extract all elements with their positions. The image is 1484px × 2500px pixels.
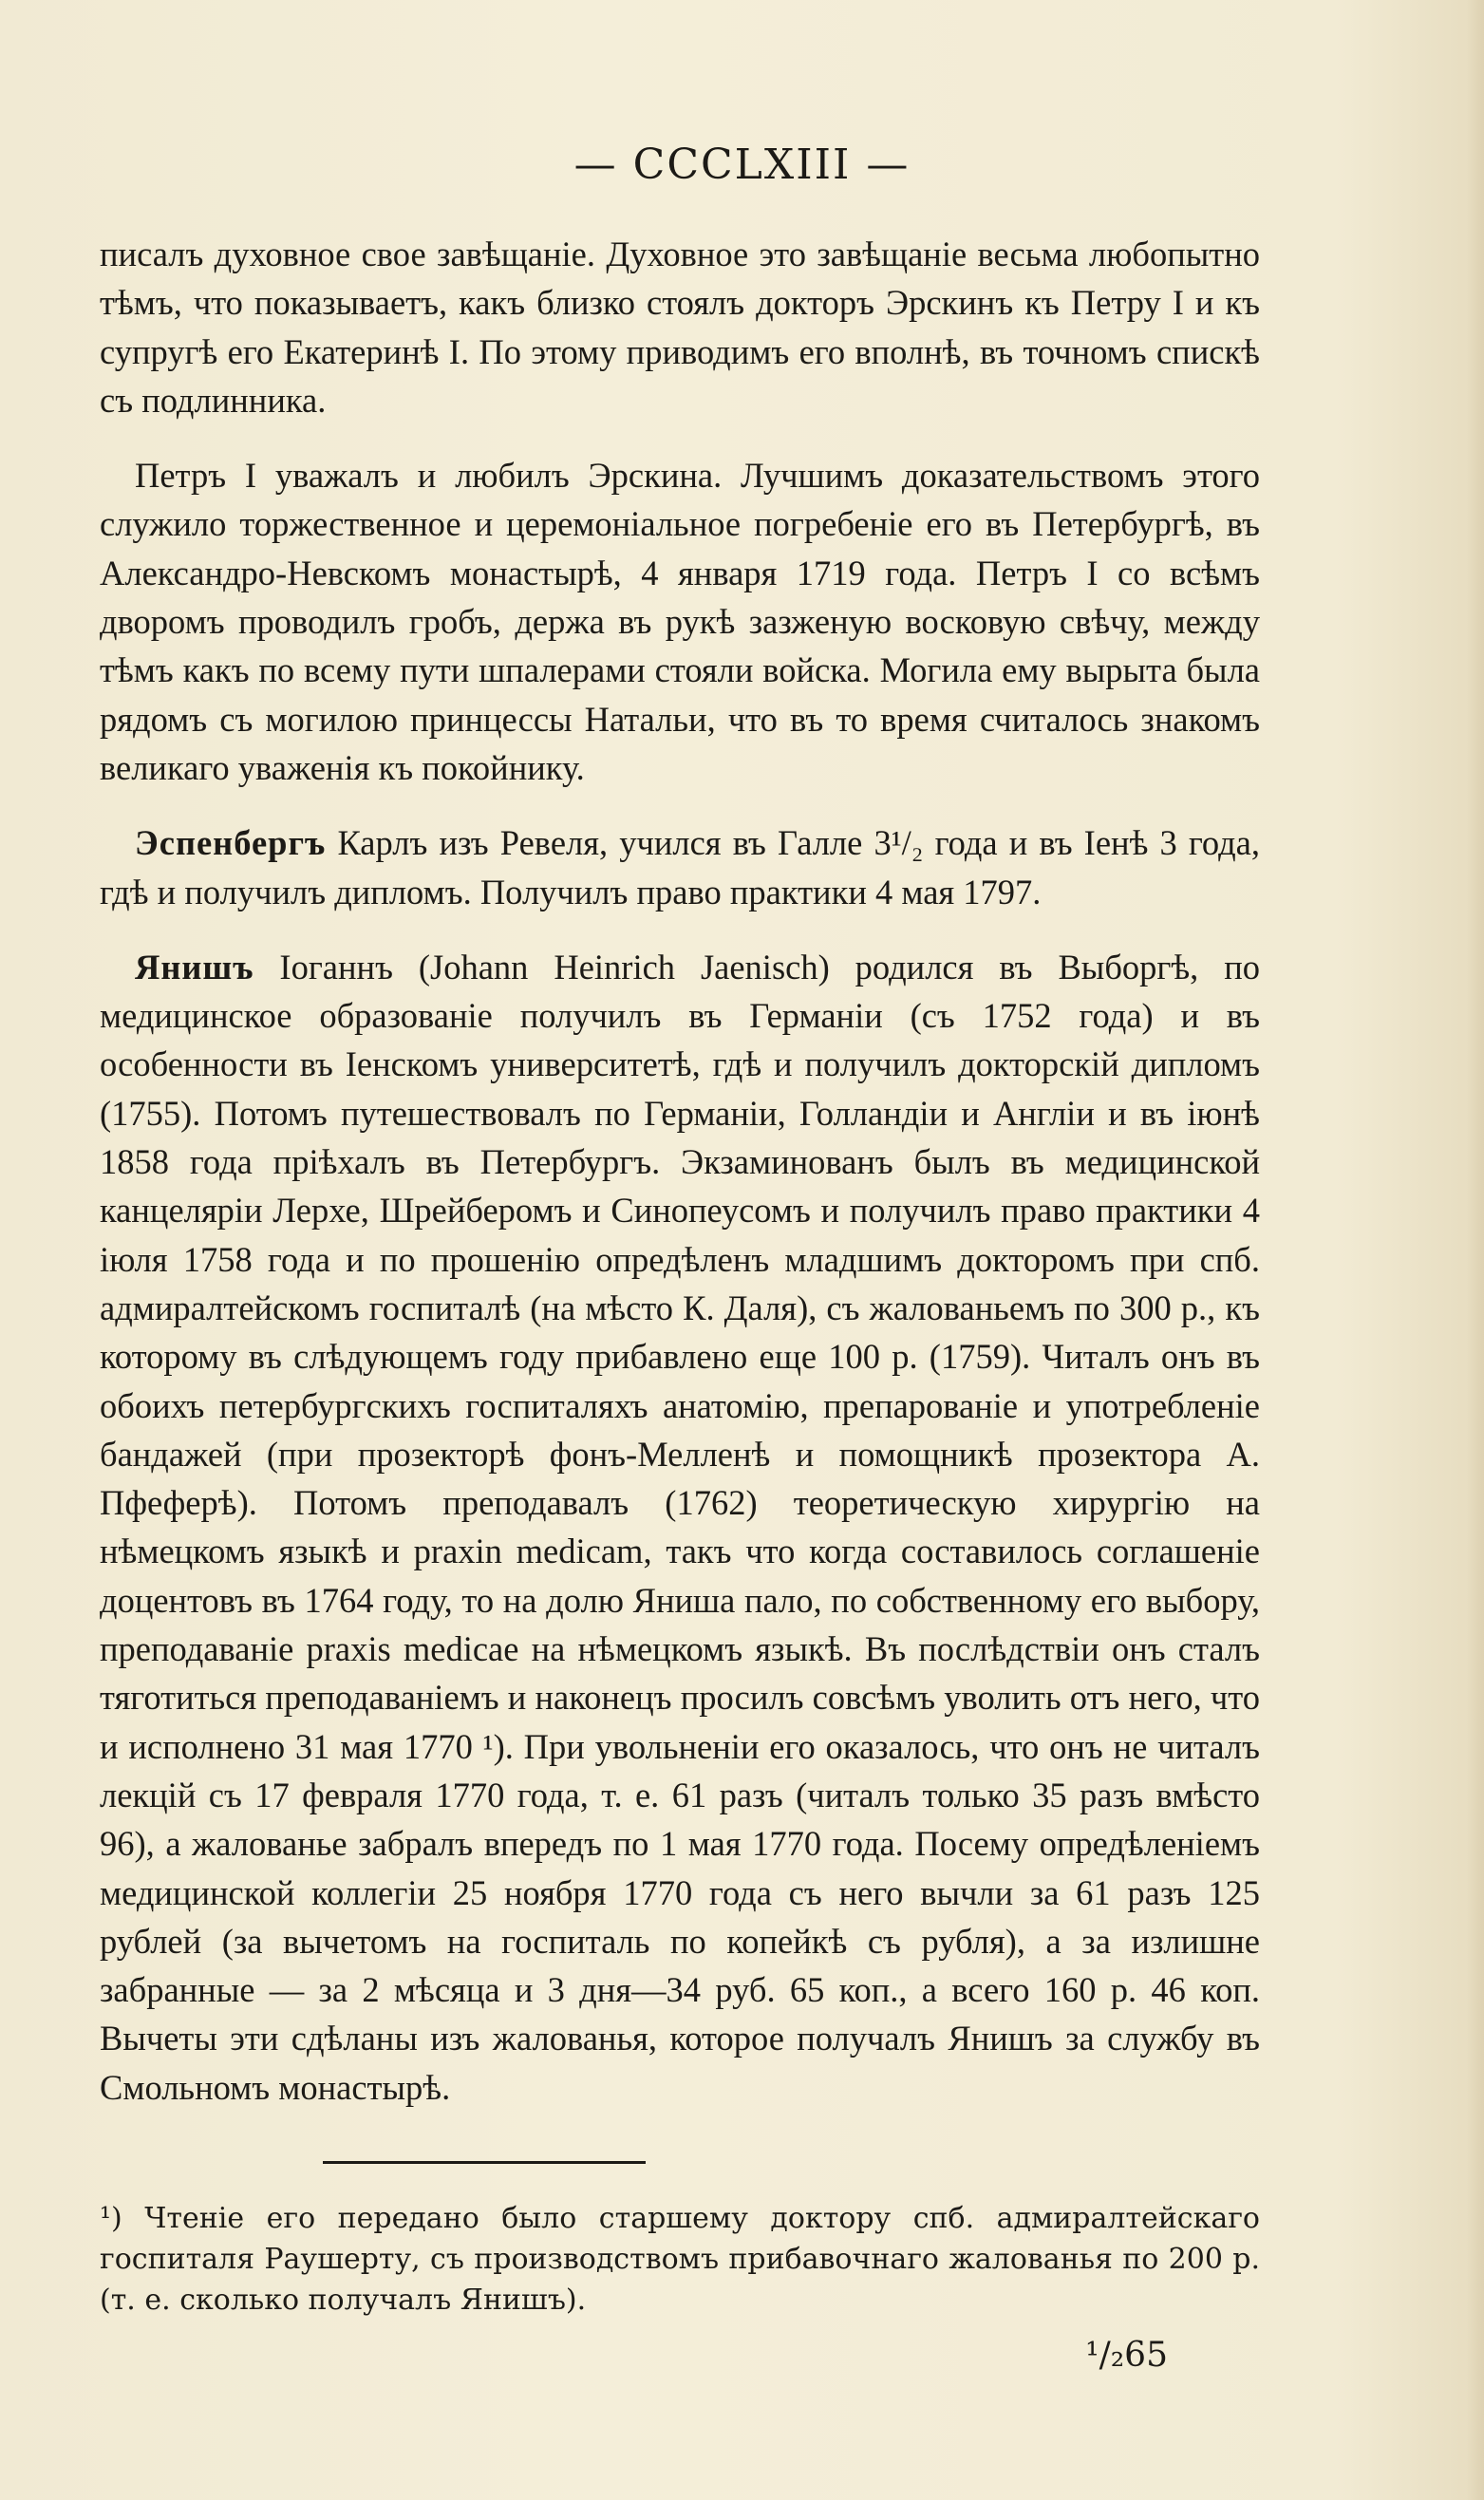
paragraph-text: Карлъ изъ Ревеля, учился въ Галле 3¹/₂ года и въ Іенѣ 3 года, гдѣ и получилъ дипломъ. Получилъ право практики 4 мая 1797. <box>100 823 1260 912</box>
footnote <box>100 2198 1260 2321</box>
paragraph-text: писалъ духовное свое завѣщаніе. Духовное это завѣщаніе весьма любопытно тѣмъ, что показываетъ, какъ близко стоялъ докторъ Эрскинъ къ Петру I и къ супругѣ его Екатеринѣ I. По этому приводимъ его вполнѣ, въ точномъ спискѣ съ подлинника. <box>100 235 1260 420</box>
page-edge-shadow <box>1467 0 1484 2500</box>
entry-name: Эспенбергъ <box>135 823 327 863</box>
paragraph-text: Іоганнъ (Johann Heinrich Jaenisch) родился въ Выборгѣ, по медицинское образованіе получилъ въ Германіи (съ 1752 года) и въ особенности въ Іенскомъ университетѣ, гдѣ и получилъ докторскій дипломъ (1755). Потомъ путешествовалъ по Германіи, Голландіи и Англіи и въ іюнѣ 1858 года пріѣхалъ въ Петербургъ. Экзаминованъ былъ въ медицинской канцеляріи Лерхе, Шрейберомъ и Синопеусомъ и получилъ право практики 4 іюля 1758 года и по прошенію опредѣленъ младшимъ докторомъ при спб. адмиралтейскомъ госпиталѣ (на мѣсто К. Даля), съ жалованьемъ по 300 р., къ которому въ слѣдующемъ году прибавлено еще 100 р. (1759). Читалъ онъ въ обоихъ петербургскихъ госпиталяхъ анатомію, препарованіе и употребленіе бандажей (при прозекторѣ фонъ-Мелленѣ и помощникѣ прозектора А. Пфеферѣ). Потомъ преподавалъ (1762) теоретическую хирургію на нѣмецкомъ языкѣ и praxin medicam, такъ что когда составилось соглашеніе доцентовъ въ 1764 году, то на долю Яниша пало, по собственному его выбору, преподаваніе praxis medicae на нѣмецкомъ языкѣ. Въ послѣдствіи онъ сталъ тяготиться преподаваніемъ и наконецъ просилъ совсѣмъ уволить отъ него, что и исполнено 31 мая 1770 ¹). При увольненіи его оказалось, что онъ не читалъ лекцій съ 17 февраля 1770 года, т. е. 61 разъ (читалъ только 35 разъ вмѣсто 96), а жалованье забралъ впередъ по 1 мая 1770 года. Посему опредѣленіемъ медицинской коллегіи 25 ноября 1770 года съ него вычли за 61 разъ 125 рублей (за вычетомъ на госпиталь по копейкѣ съ рубля), а за излишне забранные — за 2 мѣсяца и 3 дня—34 руб. 65 коп., а всего 160 р. 46 коп. Вычеты эти сдѣланы изъ жалованья, которое получалъ Янишъ за службу въ Смольномъ монастырѣ. <box>100 947 1260 2107</box>
entry-name: Янишъ <box>135 947 254 987</box>
paragraph-yanish <box>100 943 1260 2112</box>
main-text <box>100 230 1260 2138</box>
paragraph-0 <box>100 230 1260 424</box>
signature-mark: ¹/₂65 <box>1085 2336 1168 2375</box>
paragraph-espenberg <box>100 818 1260 916</box>
paragraph-1 <box>100 451 1260 792</box>
paragraph-text: Петръ I уважалъ и любилъ Эрскина. Лучшимъ доказательствомъ этого служило торжественное и церемоніальное погребеніе его въ Петербургѣ, въ Александро-Невскомъ монастырѣ, 4 января 1719 года. Петръ I со всѣмъ дворомъ проводилъ гробъ, держа въ рукѣ зазженую восковую свѣчу, между тѣмъ какъ по всему пути шпалерами стояли войска. Могила ему вырыта была рядомъ съ могилою принцессы Натальи, что въ то время считалось знакомъ великаго уваженія къ покойнику. <box>100 456 1260 787</box>
page-number-header: — CCCLXIII — <box>573 141 911 189</box>
footnote-text: ¹) Чтеніе его передано было старшему доктору спб. адмиралтейскаго госпиталя Раушерту, съ производствомъ прибавочнаго жалованья по 200 р. (т. е. сколько получалъ Янишъ). <box>100 2202 1260 2317</box>
footnote-separator <box>323 2161 646 2164</box>
